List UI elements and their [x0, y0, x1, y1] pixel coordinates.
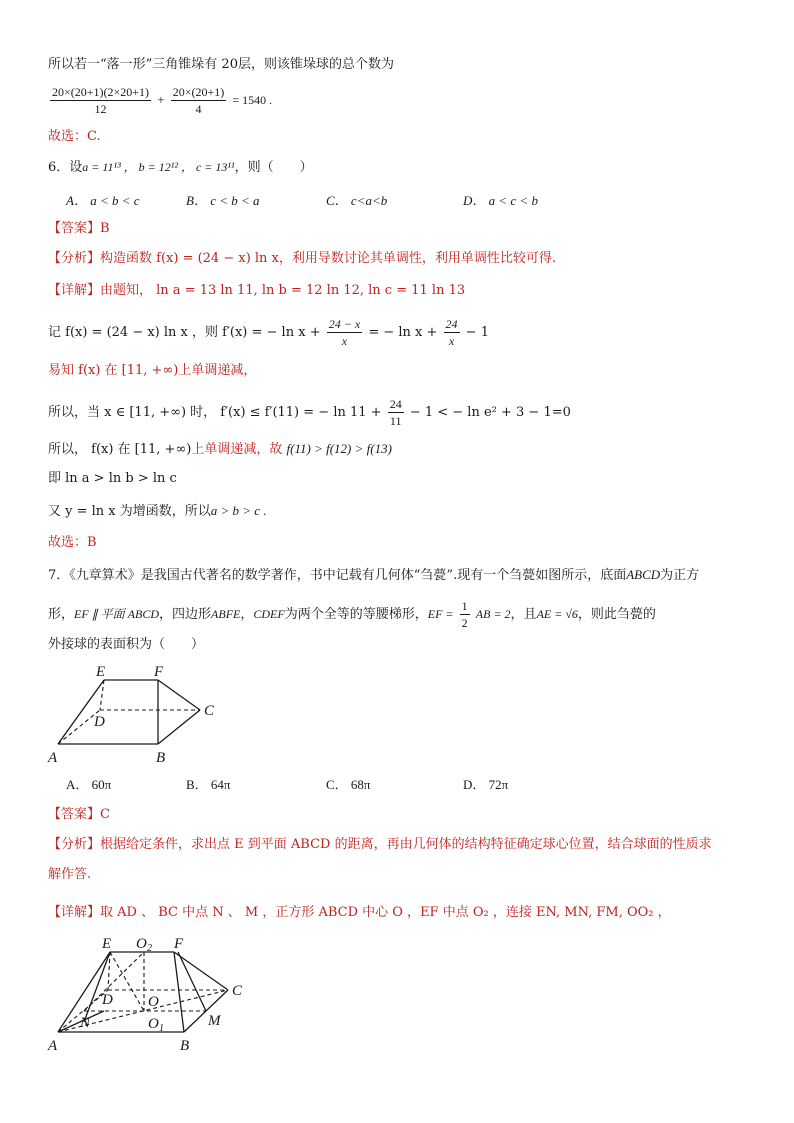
q7-option-d: D． 72π [463, 777, 509, 792]
fig2-label-a: A [48, 1038, 58, 1054]
q6-detail-1: 【详解】由题知， ln a = 13 ln 11, ln b = 12 ln 12, ln c = 11 ln 13 [48, 283, 466, 298]
q6-analysis: 【分析】构造函数 f(x) = (24 − x) ln x，利用导数讨论其单调性，利用单调性比较可得. [48, 251, 557, 266]
q6-stem: 6．设a = 11¹³ ， b = 12¹² ， c = 13¹¹，则（ ） [48, 160, 313, 175]
fig1-label-e: E [96, 664, 106, 680]
q6-detail-4: 所以，当 x ∈ [11, +∞) 时， f′(x) ≤ f′(11) = − ln 11 + $\frac{24}{11}$ − 1 < − ln e² + 3 − 1=0 [48, 397, 571, 428]
fig2-label-d: D [102, 992, 113, 1008]
q7-analysis-1: 【分析】根据给定条件，求出点 E 到平面 ABCD 的距离，再由几何体的结构特征确定球心位置，结合球面的性质求 [48, 837, 712, 852]
q7-option-b: B． 64π [186, 777, 231, 792]
continuation-text: 所以若一“落一形”三角锥垛有 20层，则该锥垛球的总个数为 [48, 57, 394, 72]
fig2-label-m: M [208, 1013, 221, 1029]
fig2-label-o1: O [148, 1016, 159, 1032]
q6-final-answer: 故选：B [48, 535, 97, 550]
q5-final-answer: 故选：C. [48, 129, 101, 144]
q6-detail-7: 又 y = ln x 为增函数，所以a > b > c . [48, 503, 267, 519]
fig2-label-o: O [148, 994, 159, 1010]
q6-detail-5: 所以， f(x) 在 [11, +∞)上单调递减，故 f(11) > f(12) > f(13) [48, 441, 392, 457]
fig2-label-o2: O [136, 936, 147, 952]
fig1-label-c: C [204, 703, 215, 719]
fig2-label-f: F [174, 936, 184, 952]
q6-detail-2: 记 f(x) = (24 − x) ln x ，则 f′(x) = − ln x + $\frac{24 - x}{x}$ = − ln x + $\frac{24}{x}$ − 1 [48, 317, 489, 348]
q7-option-c: C． 68π [326, 777, 371, 792]
q6-answer: 【答案】B [48, 221, 110, 236]
q7-answer: 【答案】C [48, 807, 110, 822]
fig1-label-a: A [48, 750, 58, 766]
frustum-figure-1 [44, 660, 234, 768]
fig2-label-n: N [80, 1015, 91, 1031]
fig1-label-d: D [94, 714, 105, 730]
q7-detail-1: 【详解】取 AD 、 BC 中点 N 、 M ，正方形 ABCD 中心 O ，EF 中点 O₂ ，连接 EN, MN, FM, OO₂ ， [48, 905, 671, 920]
q7-stem-line2: 形，EF ∥ 平面 ABCD，四边形ABFE，CDEF为两个全等的等腰梯形，EF = $\frac{1}{2}$ AB = 2，且AE = √6，则此刍甍的 [48, 599, 656, 630]
fig2-label-o1-sub: 1 [159, 1023, 164, 1034]
fig1-label-f: F [154, 664, 164, 680]
q6-detail-3: 易知 f(x) 在 [11, +∞)上单调递减， [48, 363, 257, 378]
fig1-label-b: B [156, 750, 166, 766]
formula-sum: $\frac{20\times(20+1)(2\times 20+1)}{12}$ + $\frac{20\times(20+1)}{4}$ = 1540 . [52, 85, 273, 116]
fig2-label-o2-sub: 2 [147, 943, 152, 954]
q7-stem-line3: 外接球的表面积为（ ） [48, 637, 205, 652]
q6-option-d: D． a < c < b [463, 193, 538, 208]
fig2-label-e: E [102, 936, 112, 952]
q7-analysis-2: 解作答. [48, 867, 92, 882]
q6-detail-6: 即 ln a > ln b > ln c [48, 471, 177, 486]
q7-option-a: A． 60π [66, 777, 112, 792]
q6-option-c: C． c<a<b [326, 193, 388, 208]
frustum-figure-2 [44, 934, 274, 1054]
q6-option-b: B． c < b < a [186, 193, 260, 208]
q6-option-a: A． a < b < c [66, 193, 140, 208]
fig2-label-c: C [232, 983, 243, 999]
q7-stem-line1: 7．《九章算术》是我国古代著名的数学著作，书中记载有几何体“刍甍”.现有一个刍甍如图所示，底面ABCD为正方 [48, 567, 700, 583]
fig2-label-b: B [180, 1038, 190, 1054]
